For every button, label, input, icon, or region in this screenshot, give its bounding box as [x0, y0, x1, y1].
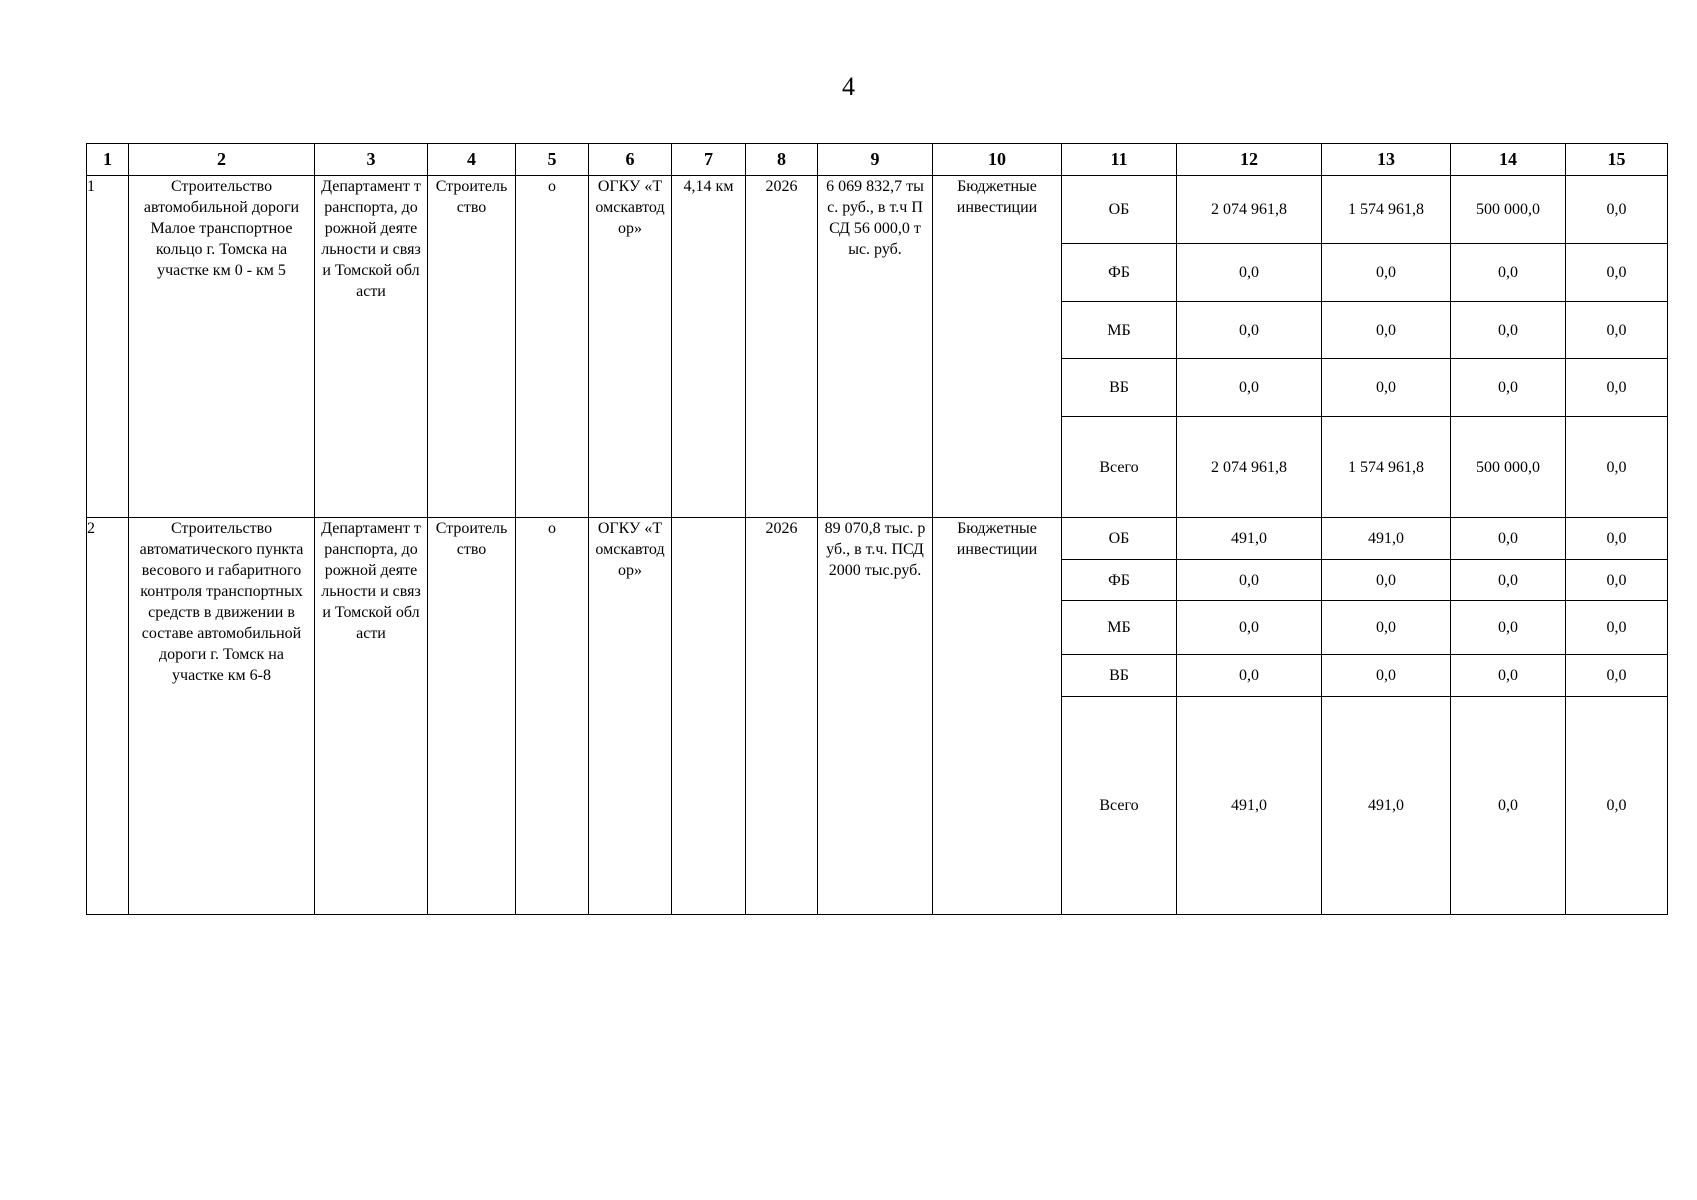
amount-col-14: 0,0 [1451, 359, 1566, 417]
estimated-cost [818, 176, 933, 518]
object-name [129, 518, 315, 915]
amount-col-12: 0,0 [1177, 560, 1322, 601]
amount-col-12: 0,0 [1177, 244, 1322, 302]
amount-col-15: 0,0 [1566, 518, 1668, 560]
amount-col-13: 0,0 [1322, 560, 1451, 601]
amount-col-15: 0,0 [1566, 302, 1668, 359]
amount-col-13: 491,0 [1322, 518, 1451, 560]
estimated-cost-text: 6 069 832,7 тыс. руб., в т.ч ПСД 56 000,0 тыс. руб. [826, 178, 924, 258]
funding-source: ВБ [1062, 359, 1177, 417]
year: 2026 [746, 176, 818, 518]
amount-col-12: 0,0 [1177, 302, 1322, 359]
amount-col-15: 0,0 [1566, 359, 1668, 417]
amount-col-12: 2 074 961,8 [1177, 176, 1322, 244]
amount-col-12: 0,0 [1177, 655, 1322, 697]
amount-col-15: 0,0 [1566, 697, 1668, 915]
table-row [87, 176, 1668, 244]
header-cell: 15 [1566, 144, 1668, 176]
amount-col-13: 0,0 [1322, 655, 1451, 697]
department [315, 176, 428, 518]
amount-col-15: 0,0 [1566, 560, 1668, 601]
estimated-cost [818, 518, 933, 915]
amount-col-13: 0,0 [1322, 302, 1451, 359]
header-cell: 14 [1451, 144, 1566, 176]
amount-col-14: 500 000,0 [1451, 176, 1566, 244]
amount-col-13: 1 574 961,8 [1322, 176, 1451, 244]
investment-form-text: Бюджетные инвестиции [956, 178, 1038, 216]
funding-source: ФБ [1062, 560, 1177, 601]
amount-col-13: 0,0 [1322, 601, 1451, 655]
amount-col-14: 0,0 [1451, 601, 1566, 655]
investment-form [933, 176, 1062, 518]
amount-col-15: 0,0 [1566, 601, 1668, 655]
table-row [87, 518, 1668, 560]
amount-col-15: 0,0 [1566, 244, 1668, 302]
department [315, 518, 428, 915]
amount-col-14: 500 000,0 [1451, 417, 1566, 518]
capacity-text: 4,14 км [683, 178, 734, 195]
funding-source: МБ [1062, 601, 1177, 655]
amount-col-12: 2 074 961,8 [1177, 417, 1322, 518]
header-cell: 8 [746, 144, 818, 176]
work-type [428, 176, 516, 518]
header-cell: 4 [428, 144, 516, 176]
work-type-text: Строительство [435, 520, 508, 558]
customer-text: ОГКУ «Томскавтодор» [595, 178, 665, 237]
funding-source: ФБ [1062, 244, 1177, 302]
amount-col-14: 0,0 [1451, 560, 1566, 601]
funding-source: Всего [1062, 417, 1177, 518]
amount-col-12: 0,0 [1177, 601, 1322, 655]
funding-source: ВБ [1062, 655, 1177, 697]
amount-col-14: 0,0 [1451, 697, 1566, 915]
customer-text: ОГКУ «Томскавтодор» [595, 520, 665, 579]
header-cell: 13 [1322, 144, 1451, 176]
amount-col-15: 0,0 [1566, 176, 1668, 244]
amount-col-13: 0,0 [1322, 359, 1451, 417]
department-text: Департамент транспорта, дорожной деятельности и связи Томской области [321, 520, 421, 642]
header-cell: 1 [87, 144, 129, 176]
year: 2026 [746, 518, 818, 915]
investment-table [86, 143, 1668, 915]
header-cell: 6 [589, 144, 672, 176]
header-row [87, 144, 1668, 176]
estimated-cost-text: 89 070,8 тыс. руб., в т.ч. ПСД 2000 тыс.руб. [824, 520, 926, 579]
amount-col-13: 1 574 961,8 [1322, 417, 1451, 518]
object-name-text: Строительство автоматического пункта весового и габаритного контроля транспортных средств в движении в составе автомобильной дороги г. Томск на участке км 6-8 [139, 520, 304, 684]
amount-col-12: 491,0 [1177, 697, 1322, 915]
header-cell: 3 [315, 144, 428, 176]
amount-col-13: 491,0 [1322, 697, 1451, 915]
amount-col-12: 0,0 [1177, 359, 1322, 417]
funding-source: Всего [1062, 697, 1177, 915]
investment-form-text: Бюджетные инвестиции [956, 520, 1038, 558]
customer [589, 176, 672, 518]
amount-col-15: 0,0 [1566, 655, 1668, 697]
capacity [672, 518, 746, 915]
row-number: 2 [87, 518, 129, 915]
column-5-value: о [516, 518, 589, 915]
header-cell: 7 [672, 144, 746, 176]
work-type [428, 518, 516, 915]
amount-col-14: 0,0 [1451, 302, 1566, 359]
page-number: 4 [842, 72, 855, 101]
capacity [672, 176, 746, 518]
amount-col-14: 0,0 [1451, 518, 1566, 560]
amount-col-14: 0,0 [1451, 655, 1566, 697]
work-type-text: Строительство [435, 178, 508, 216]
funding-source: МБ [1062, 302, 1177, 359]
department-text: Департамент транспорта, дорожной деятельности и связи Томской области [321, 178, 421, 300]
amount-col-14: 0,0 [1451, 244, 1566, 302]
header-cell: 10 [933, 144, 1062, 176]
object-name [129, 176, 315, 518]
header-cell: 11 [1062, 144, 1177, 176]
header-cell: 5 [516, 144, 589, 176]
amount-col-15: 0,0 [1566, 417, 1668, 518]
object-name-text: Строительство автомобильной дороги Малое транспортное кольцо г. Томска на участке км 0 - км 5 [143, 178, 300, 279]
amount-col-13: 0,0 [1322, 244, 1451, 302]
column-5-value: о [516, 176, 589, 518]
header-cell: 12 [1177, 144, 1322, 176]
amount-col-12: 491,0 [1177, 518, 1322, 560]
funding-source: ОБ [1062, 518, 1177, 560]
investment-form [933, 518, 1062, 915]
customer [589, 518, 672, 915]
header-cell: 2 [129, 144, 315, 176]
row-number: 1 [87, 176, 129, 518]
funding-source: ОБ [1062, 176, 1177, 244]
header-cell: 9 [818, 144, 933, 176]
